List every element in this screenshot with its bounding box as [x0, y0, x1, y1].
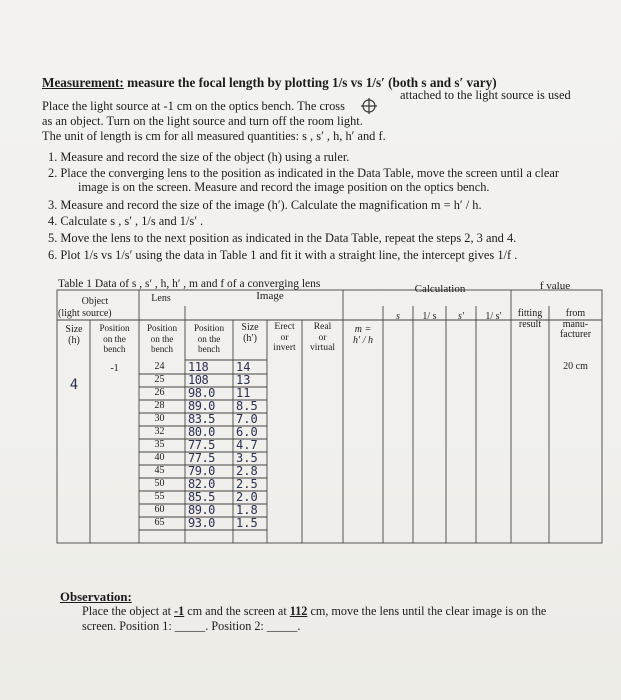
bench-label: bench: [151, 344, 173, 354]
step-2-cont: image is on the screen. Measure and record the image position on the optics bench.: [78, 180, 490, 194]
object-size-value: 4: [69, 377, 79, 393]
image-position-cell: 79.0: [188, 464, 215, 478]
instruction-line-3: The unit of length is cm for all measured quantities: s , s′ , h, h′ and f.: [42, 129, 386, 143]
image-position-cell: 82.0: [188, 477, 215, 491]
step-4: 4. Calculate s , s′ , 1/s and 1/s′ .: [48, 214, 204, 228]
on-the-label: on the: [103, 333, 126, 344]
header-object-position: [90, 323, 139, 355]
on-the-label: on the: [150, 333, 174, 344]
image-position-cell: 85.5: [188, 490, 215, 504]
erect-label: Erect: [274, 321, 295, 332]
screen-position-answer: 112: [289, 604, 308, 618]
image-position-cell: 80.0: [188, 425, 215, 439]
virtual-label: virtual: [309, 342, 336, 353]
lens-position-cell: 45: [154, 465, 165, 476]
lens-position-cell: 65: [154, 517, 165, 528]
object-position-value: -1: [110, 363, 119, 374]
lens-position-cell: 55: [154, 491, 165, 502]
lens-position-cell: 30: [154, 413, 165, 424]
m-label: m =: [354, 324, 372, 335]
observation-text: cm, move the lens until the clear image is on the: [307, 604, 547, 618]
step-5: 5. Move the lens to the next position as indicated in the Data Table, repeat the steps 2, 3 and 4.: [48, 231, 517, 245]
on-the-label: on the: [197, 333, 221, 344]
observation-text: .: [297, 619, 301, 633]
header-object: Object: [81, 296, 109, 307]
image-position-cell: 98.0: [188, 386, 215, 400]
image-size-cell: 2.5: [236, 477, 258, 491]
facturer-label: facturer: [559, 329, 592, 340]
bench-label: bench: [198, 344, 220, 354]
h-prime-label: (h′): [243, 332, 257, 344]
image-size-cell: 7.0: [236, 412, 258, 426]
lens-position-cell: 32: [154, 426, 165, 437]
table-title: Table 1 Data of s , s′ , h, h′ , m and f of a converging lens: [58, 278, 321, 290]
image-position-cell: 89.0: [188, 503, 215, 517]
observation-title: Observation:: [60, 590, 132, 604]
step-2: 2. Place the converging lens to the position as indicated in the Data Table, move the screen until a clear: [48, 166, 560, 180]
lens-position-cell: 50: [154, 478, 165, 489]
observation-text: cm and the screen at: [184, 604, 290, 618]
header-real-virtual: [302, 322, 343, 354]
header-inv-s: 1/ s: [422, 311, 437, 322]
header-light-source: (light source): [58, 308, 112, 319]
image-size-cell: 2.8: [236, 464, 258, 478]
instruction-line-2: as an object. Turn on the light source and turn off the room light.: [42, 114, 363, 128]
lens-position-cell: 40: [154, 452, 165, 463]
header-manufacturer: [549, 309, 602, 341]
bench-label: bench: [103, 344, 126, 354]
lens-position-cell: 25: [154, 374, 165, 385]
step-6: 6. Plot 1/s vs 1/s′ using the data in Table 1 and fit it with a straight line, the intercept gives 1/f .: [48, 248, 518, 262]
lens-position-cell: 28: [154, 400, 165, 411]
size-label: Size: [65, 324, 83, 335]
observation-text: . Position 2:: [205, 619, 267, 633]
header-lens-position: [139, 323, 185, 355]
header-image-size: [233, 323, 267, 344]
object-position-answer: -1: [174, 604, 185, 618]
observation-text: screen. Position 1:: [82, 619, 175, 633]
lens-position-cell: 35: [154, 439, 165, 450]
manufacturer-focal-length: 20 cm: [563, 361, 588, 372]
position-label: Position: [193, 323, 225, 333]
header-image-position: [185, 323, 233, 355]
position-label: Position: [99, 323, 130, 333]
crosshair-icon: [360, 97, 378, 115]
from-label: from: [565, 308, 586, 319]
header-size-h: [58, 325, 90, 346]
image-position-cell: 77.5: [188, 451, 215, 465]
or-label: or: [318, 331, 327, 343]
h-label: (h): [68, 334, 80, 346]
header-image: Image: [256, 290, 284, 302]
observation-line-2: [82, 619, 300, 634]
header-inv-s-prime: 1/ s′: [485, 311, 502, 322]
image-size-cell: 3.5: [236, 451, 258, 465]
image-size-cell: 2.0: [236, 490, 258, 504]
position-1-blank[interactable]: _____: [174, 619, 206, 633]
image-size-cell: 13: [236, 373, 251, 387]
invert-label: invert: [273, 342, 296, 353]
image-size-cell: 8.5: [236, 399, 258, 413]
image-size-cell: 4.7: [236, 438, 258, 452]
step-3: 3. Measure and record the size of the image (h′). Calculate the magnification m = h′ / h.: [48, 198, 482, 212]
image-position-cell: 93.0: [188, 516, 215, 530]
header-magnification: [343, 325, 383, 346]
image-position-cell: 77.5: [188, 438, 215, 452]
m-formula: h′ / h: [353, 334, 373, 346]
or-label: or: [280, 331, 289, 343]
image-size-cell: 14: [236, 360, 251, 374]
image-position-cell: 89.0: [188, 399, 215, 413]
header-f-value: f value: [539, 280, 571, 292]
image-position-cell: 108: [188, 373, 209, 387]
image-size-cell: 1.8: [236, 503, 258, 517]
image-position-cell: 83.5: [188, 412, 215, 426]
header-s-prime: s′: [457, 311, 465, 322]
real-label: Real: [313, 321, 332, 332]
image-size-cell: 6.0: [236, 425, 258, 439]
header-erect-invert: [267, 322, 302, 354]
header-fitting-result: [511, 309, 549, 330]
position-label: Position: [146, 323, 178, 333]
size-label: Size: [241, 322, 259, 333]
heading-label: Measurement:: [42, 75, 124, 90]
image-size-cell: 11: [236, 386, 251, 400]
observation-line-1: [82, 604, 546, 619]
observation-text: Place the object at: [82, 604, 175, 618]
image-position-cell: 118: [188, 360, 209, 374]
instruction-line-1: Place the light source at -1 cm on the optics bench. The cross: [42, 99, 345, 113]
header-lens: Lens: [151, 293, 171, 304]
fitting-label: fitting: [517, 308, 543, 319]
manu-label: manu-: [562, 318, 589, 330]
image-size-cell: 1.5: [236, 516, 258, 530]
step-1: 1. Measure and record the size of the object (h) using a ruler.: [48, 150, 350, 164]
header-calculation: Calculation: [414, 283, 466, 295]
lens-position-cell: 24: [154, 361, 165, 372]
instruction-attached: attached to the light source is used: [400, 88, 571, 102]
lens-position-cell: 60: [154, 504, 165, 515]
result-label: result: [518, 318, 542, 330]
position-2-blank[interactable]: _____: [266, 619, 298, 633]
lens-position-cell: 26: [154, 387, 165, 398]
heading-text: measure the focal length by plotting 1/s vs 1/s′ (both s and s′ vary): [123, 75, 497, 90]
header-s: s: [396, 311, 400, 322]
